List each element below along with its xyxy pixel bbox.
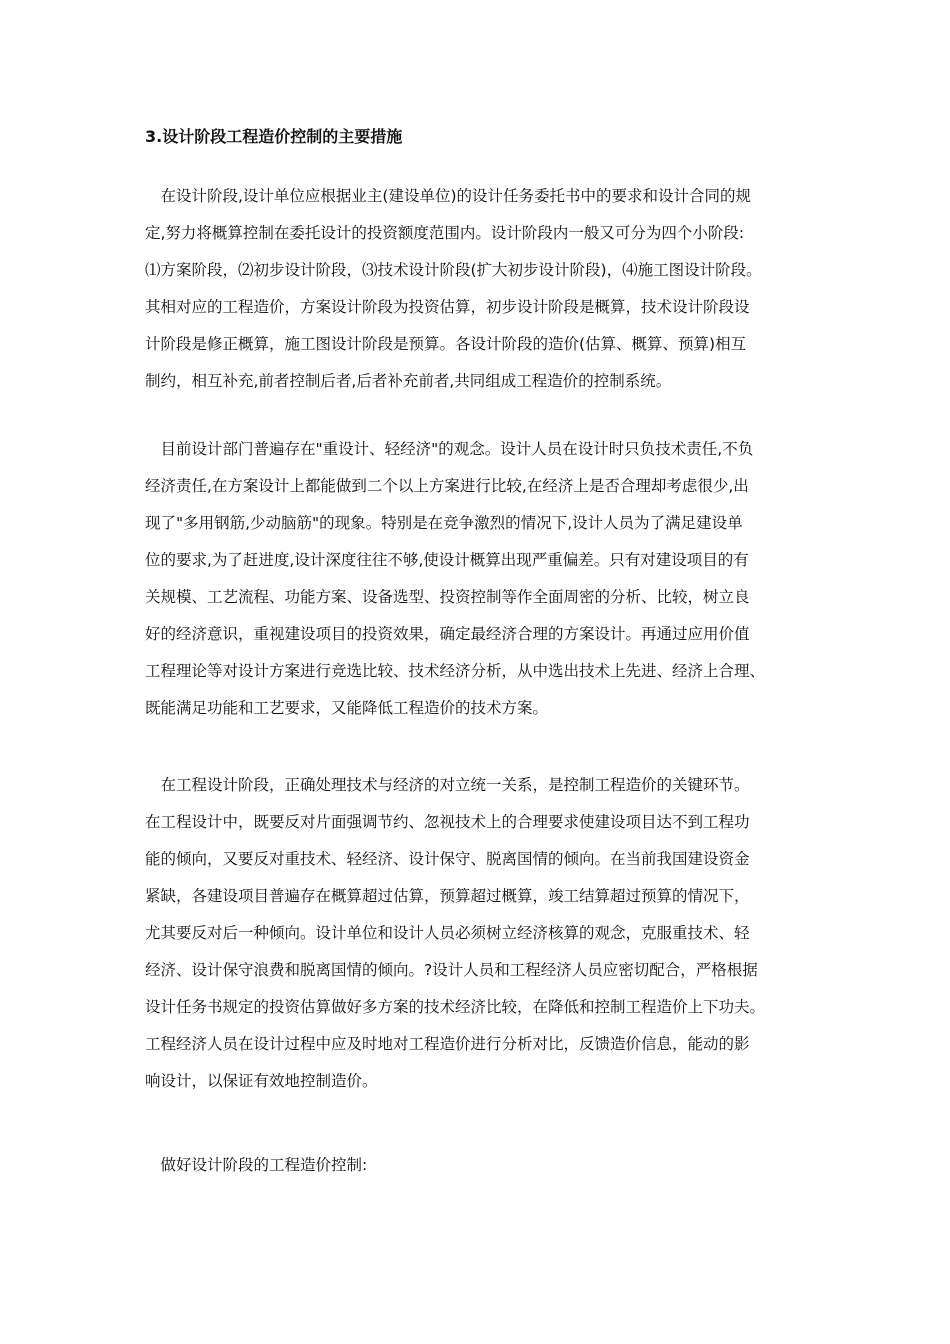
paragraph-line: 既能满足功能和工艺要求，又能降低工程造价的技术方案。: [145, 699, 549, 717]
paragraph-closing: [145, 1147, 815, 1184]
paragraph-line: 经济责任,在方案设计上都能做到二个以上方案进行比较,在经济上是否合理却考虑很少,出: [145, 477, 749, 495]
paragraph-line: 工程理论等对设计方案进行竞选比较、技术经济分析，从中选出技术上先进、经济上合理、: [145, 662, 766, 680]
paragraph-line: 紧缺，各建设项目普遍存在概算超过估算，预算超过概算，竣工结算超过预算的情况下，: [145, 887, 750, 905]
section-heading: 3.设计阶段工程造价控制的主要措施: [145, 127, 403, 146]
paragraph-line: 现了"多用钢筋,少动脑筋"的现象。特别是在竞争激烈的情况下,设计人员为了满足建设单: [145, 514, 743, 532]
paragraph-line: 做好设计阶段的工程造价控制:: [145, 1156, 368, 1174]
paragraph-line: 好的经济意识，重视建设项目的投资效果，确定最经济合理的方案设计。再通过应用价值: [145, 625, 750, 643]
paragraph-line: 在工程设计阶段，正确处理技术与经济的对立统一关系，是控制工程造价的关键环节。: [145, 776, 750, 794]
paragraph-line: 制约，相互补充,前者控制后者,后者补充前者,共同组成工程造价的控制系统。: [145, 372, 672, 390]
paragraph-tech-economy: [145, 767, 815, 1100]
paragraph-line: 位的要求,为了赶进度,设计深度往往不够,使设计概算出现严重偏差。只有对建设项目的有: [145, 551, 749, 569]
paragraph-line: 其相对应的工程造价，方案设计阶段为投资估算，初步设计阶段是概算，技术设计阶段设: [145, 298, 750, 316]
paragraph-line: 计阶段是修正概算，施工图设计阶段是预算。各设计阶段的造价(估算、概算、预算)相互: [145, 335, 747, 353]
paragraph-line: 定,努力将概算控制在委托设计的投资额度范围内。设计阶段内一般又可分为四个小阶段:: [145, 224, 745, 242]
paragraph-line: 尤其要反对后一种倾向。设计单位和设计人员必须树立经济核算的观念，克服重技术、轻: [145, 924, 750, 942]
paragraph-line: 在工程设计中，既要反对片面强调节约、忽视技术上的合理要求使建设项目达不到工程功: [145, 813, 750, 831]
paragraph-current-problems: [145, 431, 815, 727]
paragraph-line: ⑴方案阶段，⑵初步设计阶段，⑶技术设计阶段(扩大初步设计阶段)，⑷施工图设计阶段。: [145, 261, 762, 279]
paragraph-line: 关规模、工艺流程、功能方案、设备选型、投资控制等作全面周密的分析、比较，树立良: [145, 588, 750, 606]
paragraph-line: 目前设计部门普遍存在"重设计、轻经济"的观念。设计人员在设计时只负技术责任,不负: [145, 440, 754, 458]
paragraph-line: 经济、设计保守浪费和脱离国情的倾向。?设计人员和工程经济人员应密切配合，严格根据: [145, 961, 758, 979]
paragraph-line: 响设计，以保证有效地控制造价。: [145, 1072, 378, 1090]
paragraph-line: 在设计阶段,设计单位应根据业主(建设单位)的设计任务委托书中的要求和设计合同的规: [145, 187, 752, 205]
paragraph-design-stages: [145, 178, 815, 400]
paragraph-line: 能的倾向，又要反对重技术、轻经济、设计保守、脱离国情的倾向。在当前我国建设资金: [145, 850, 750, 868]
paragraph-line: 设计任务书规定的投资估算做好多方案的技术经济比较，在降低和控制工程造价上下功夫。: [145, 998, 766, 1016]
paragraph-line: 工程经济人员在设计过程中应及时地对工程造价进行分析对比，反馈造价信息，能动的影: [145, 1035, 750, 1053]
